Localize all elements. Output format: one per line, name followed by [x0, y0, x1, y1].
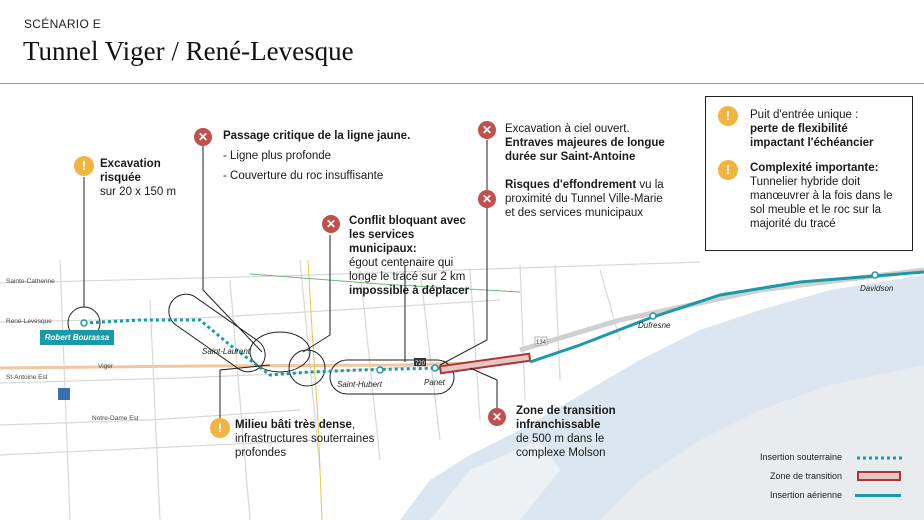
- legend-underground-swatch: [855, 453, 905, 463]
- station-tag-robert-bourassa: Robert Bourassa: [40, 330, 114, 345]
- street-saint-antoine: St-Antoine Est: [6, 374, 48, 381]
- note-conflit: Conflit bloquant avec les services municipaux: égout centenaire qui longe le tracé sur 2 km impossible à déplacer: [349, 215, 470, 297]
- station-saint-laurent: Saint-Laurent: [202, 347, 251, 356]
- exclamation-circle-icon: !: [718, 106, 738, 126]
- x-circle-icon: ✕: [322, 215, 340, 233]
- page-title: Tunnel Viger / René-Levesque: [23, 36, 354, 66]
- zone-outlines: [68, 288, 454, 394]
- exclamation-circle-icon: !: [210, 418, 230, 438]
- note-ciel: Excavation à ciel ouvert. Entraves majeures de longue durée sur Saint-Antoine: [505, 123, 665, 163]
- street-viger: Viger: [98, 363, 114, 370]
- note-risques: Risques d'effondrement vu la proximité du Tunnel Ville-Marie et des services municipaux: [505, 179, 664, 219]
- legend-aerial: Insertion aérienne: [769, 490, 842, 500]
- info-puit: Puit d'entrée unique : perte de flexibilité impactant l'échéancier: [750, 109, 874, 149]
- note-milieu: Milieu bâti très dense, infrastructures souterraines profondes: [235, 419, 375, 459]
- note-passage: Passage critique de la ligne jaune. - Ligne plus profonde - Couverture du roc insuffisante: [223, 130, 411, 182]
- station-panet: Panet: [424, 378, 445, 387]
- yellow-metro: [308, 260, 322, 520]
- note-excavation: Excavation risquée sur 20 x 150 m: [100, 158, 177, 198]
- legend-transition: Zone de transition: [769, 471, 842, 481]
- x-circle-icon: ✕: [478, 121, 496, 139]
- note-zone: Zone de transition infranchissable de 500 m dans le complexe Molson: [516, 405, 616, 459]
- street-sainte-catherine: Sainte-Catherine: [6, 278, 55, 285]
- exclamation-circle-icon: !: [74, 156, 94, 176]
- legend-underground: Insertion souterraine: [759, 452, 842, 462]
- hospital-icon: [58, 388, 70, 400]
- station-davidson: Davidson: [860, 284, 894, 293]
- transition-zone: [440, 354, 530, 373]
- header: [0, 0, 924, 84]
- station-saint-hubert: Saint-Hubert: [337, 380, 382, 389]
- scenario-label: SCÉNARIO E: [24, 17, 102, 31]
- route-134-label: 134: [536, 340, 547, 346]
- x-circle-icon: ✕: [488, 408, 506, 426]
- legend-transition-swatch: [857, 471, 901, 481]
- info-box: [705, 96, 913, 251]
- station-dufresne: Dufresne: [638, 321, 671, 330]
- x-circle-icon: ✕: [478, 190, 496, 208]
- street-rene-levesque: René-Levesque: [6, 318, 52, 325]
- info-complexite: Complexité importante: Tunnelier hybride doit manœuvrer à la fois dans le sol meuble et le roc sur la majorité du tracé: [750, 162, 893, 230]
- x-circle-icon: ✕: [194, 128, 212, 146]
- exclamation-circle-icon: !: [718, 160, 738, 180]
- street-notre-dame: Notre-Dame Est: [92, 415, 139, 422]
- legend-aerial-swatch: [855, 494, 901, 497]
- route-720-label: 720: [415, 361, 426, 367]
